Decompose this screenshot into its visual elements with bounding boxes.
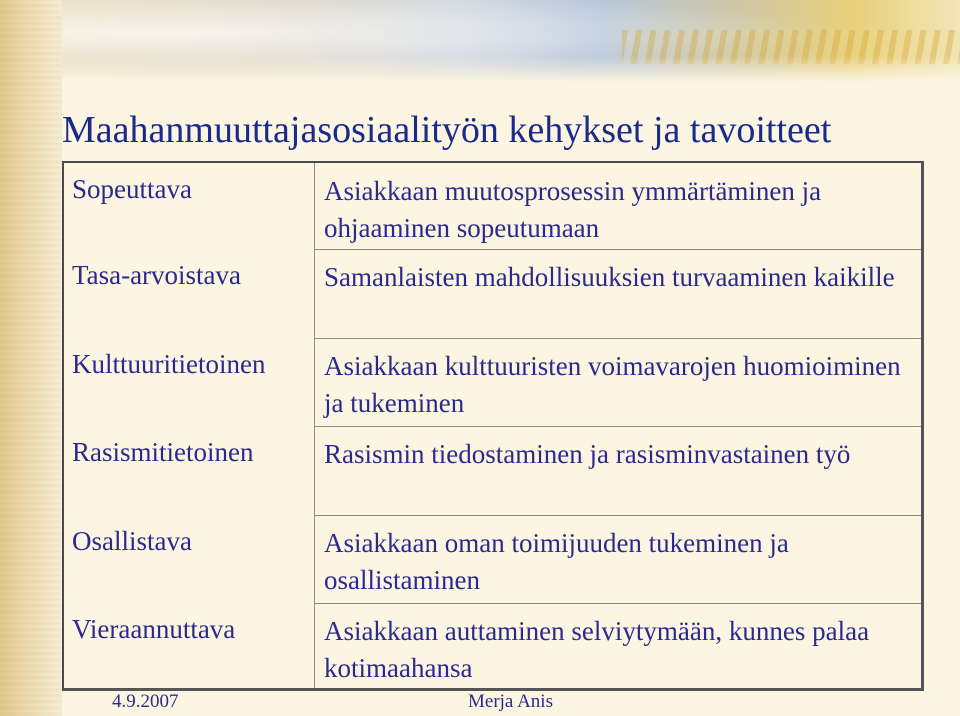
row-description: Asiakkaan oman toimijuuden tukeminen ja osallistaminen [324,528,789,595]
table-row [64,338,921,426]
row-description: Asiakkaan kulttuuristen voimavarojen huomioiminen ja tukeminen [324,351,901,418]
decorative-streak [622,30,960,64]
row-term: Osallistava [72,526,192,556]
table-row [64,426,921,515]
slide-title: Maahanmuuttajasosiaalityön kehykset ja tavoitteet [62,109,832,151]
table-row [64,603,921,690]
table-row [64,515,921,603]
row-description: Asiakkaan muutosprosessin ymmärtäminen ja ohjaaminen sopeutumaan [324,176,822,243]
footer-date: 4.9.2007 [112,691,179,712]
decorative-left-strip [0,0,62,716]
row-description: Samanlaisten mahdollisuuksien turvaaminen kaikille [324,262,895,292]
table-row [64,249,921,338]
row-term: Vieraannuttava [72,614,236,644]
row-description: Asiakkaan auttaminen selviytymään, kunnes palaa kotimaahansa [324,616,870,683]
decorative-top-band [62,0,960,82]
frameworks-table [62,161,924,691]
row-term: Rasismitietoinen [72,437,254,467]
row-description: Rasismin tiedostaminen ja rasisminvastainen työ [324,439,851,469]
table-row [64,163,921,249]
row-term: Tasa-arvoistava [72,260,242,290]
row-term: Kulttuuritietoinen [72,349,266,379]
row-term: Sopeuttava [72,174,192,204]
footer-author: Merja Anis [468,691,553,712]
